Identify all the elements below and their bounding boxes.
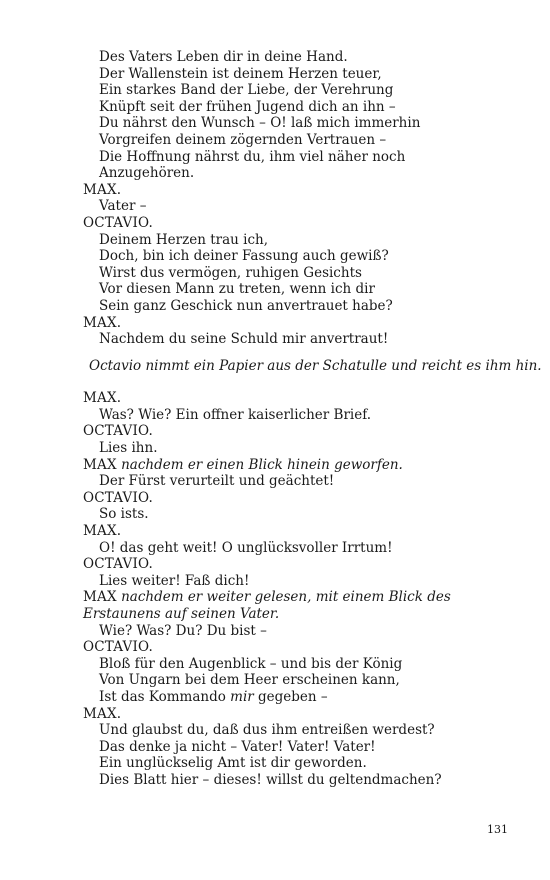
verse-line: Lies weiter! Faß dich! [99, 572, 250, 589]
page-number: 131 [487, 823, 508, 836]
emphasized-word: mir [230, 688, 254, 705]
verse-line: So ists. [99, 506, 149, 523]
speaker-name: MAX. [83, 390, 122, 407]
verse-line: Du nährst den Wunsch – O! laß mich immerhin [99, 115, 421, 132]
verse-line: Was? Wie? Ein offner kaiserlicher Brief. [99, 406, 372, 423]
verse-line: Dies Blatt hier – dieses! willst du geltendmachen? [99, 771, 442, 788]
speaker-name: OCTAVIO. [83, 489, 153, 506]
verse-line: Von Ungarn bei dem Heer erscheinen kann, [99, 672, 400, 689]
verse-line: Anzugehören. [99, 165, 195, 182]
speaker-name: MAX [83, 589, 117, 606]
verse-line: Der Wallenstein ist deinem Herzen teuer, [99, 65, 382, 82]
verse-line: Vater – [99, 198, 147, 215]
speaker-name: OCTAVIO. [83, 423, 153, 440]
stage-direction: nachdem er weiter gelesen, mit einem Blick des Erstaunens auf seinen Vater. [83, 589, 451, 622]
speaker-name: OCTAVIO. [83, 556, 153, 573]
speaker-name: MAX. [83, 705, 122, 722]
verse-line: Ein starkes Band der Liebe, der Verehrung [99, 82, 394, 99]
verse-line: Des Vaters Leben dir in deine Hand. [99, 49, 348, 65]
speaker-name: MAX. [83, 314, 122, 331]
verse-line: Bloß für den Augenblick – und bis der König [99, 655, 403, 672]
play-text [83, 49, 542, 789]
verse-line [83, 689, 513, 706]
speaker-with-direction [83, 589, 513, 622]
speaker-name: MAX. [83, 181, 122, 198]
verse-text: gegeben – [253, 688, 328, 705]
verse-line: Der Fürst verurteilt und geächtet! [99, 473, 335, 490]
verse-line: Nachdem du seine Schuld mir anvertraut! [99, 331, 389, 348]
verse-line: Wirst dus vermögen, ruhigen Gesichts [99, 264, 362, 281]
verse-line: Und glaubst du, daß dus ihm entreißen werdest? [99, 722, 435, 739]
verse-line: Vorgreifen deinem zögernden Vertrauen – [99, 131, 387, 148]
stage-direction: nachdem er einen Blick hinein geworfen. [121, 456, 403, 473]
verse-line: Deinem Herzen trau ich, [99, 231, 268, 248]
verse-line: Wie? Was? Du? Du bist – [99, 622, 267, 639]
verse-line: Das denke ja nicht – Vater! Vater! Vater! [99, 738, 376, 755]
verse-line: Ein unglückselig Amt ist dir geworden. [99, 755, 367, 772]
speaker-with-direction [83, 457, 513, 474]
verse-line: Doch, bin ich deiner Fassung auch gewiß? [99, 248, 389, 265]
verse-text: Ist das Kommando [99, 688, 231, 705]
verse-line: Lies ihn. [99, 440, 158, 457]
verse-line: Die Hoffnung nährst du, ihm viel näher noch [99, 148, 406, 165]
speaker-name: MAX. [83, 523, 122, 540]
speaker-name: OCTAVIO. [83, 214, 153, 231]
speaker-name: OCTAVIO. [83, 639, 153, 656]
verse-line: Sein ganz Geschick nun anvertrauet habe? [99, 297, 393, 314]
verse-line: Knüpft seit der frühen Jugend dich an ihn – [99, 98, 396, 115]
speaker-name: MAX [83, 456, 117, 473]
verse-line: Vor diesen Mann zu treten, wenn ich dir [99, 281, 375, 298]
stage-direction: Octavio nimmt ein Papier aus der Schatulle und reicht es ihm hin. [89, 357, 542, 374]
verse-line: O! das geht weit! O unglücksvoller Irrtum! [99, 539, 393, 556]
